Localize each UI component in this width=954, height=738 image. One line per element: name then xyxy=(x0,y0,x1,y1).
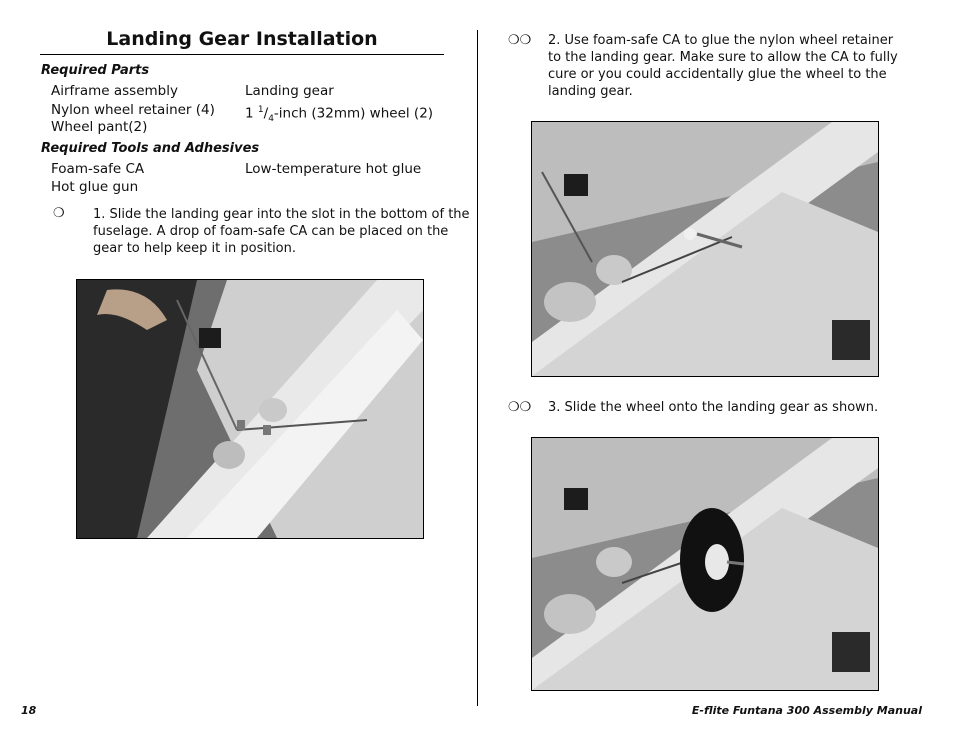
manual-title: E-flite Funtana 300 Assembly Manual xyxy=(691,704,922,717)
step2-checkbox: ❍❍ xyxy=(508,33,532,48)
photo-wheel-installed-illustration xyxy=(532,438,878,690)
wheel-size-numerator: 1 xyxy=(257,105,264,115)
tool-hot-glue: Low-temperature hot glue xyxy=(245,161,422,177)
part-landing-gear: Landing gear xyxy=(245,83,334,99)
required-parts-heading: Required Parts xyxy=(41,63,150,78)
wheel-size-whole: 1 xyxy=(245,105,258,122)
tool-foam-safe-ca: Foam-safe CA xyxy=(51,161,145,177)
photo-wheel-installed xyxy=(531,437,879,691)
step2-line4: landing gear. xyxy=(548,84,633,99)
wheel-size-rest: -inch (32mm) wheel (2) xyxy=(273,105,434,122)
part-airframe: Airframe assembly xyxy=(51,83,178,99)
step2-line2: to the landing gear. Make sure to allow the CA to fully xyxy=(548,50,898,65)
photo-wheel-retainer xyxy=(531,121,879,377)
step2-line3: cure or you could accidentally glue the wheel to the xyxy=(548,67,887,82)
step1-checkbox: ❍ xyxy=(53,206,65,221)
wheel-size-denominator: 4 xyxy=(268,114,274,125)
part-wheel-retainer: Nylon wheel retainer (4) xyxy=(51,102,215,118)
column-divider xyxy=(477,30,478,706)
page-title: Landing Gear Installation xyxy=(106,28,378,50)
tool-hot-glue-gun: Hot glue gun xyxy=(51,179,139,195)
step3-line1: 3. Slide the wheel onto the landing gear as shown. xyxy=(548,400,879,415)
step1-line1: 1. Slide the landing gear into the slot in the bottom of the xyxy=(93,207,470,222)
photo-landing-gear-slot-illustration xyxy=(77,280,423,538)
part-wheel-pant: Wheel pant(2) xyxy=(51,119,148,135)
step3-checkbox: ❍❍ xyxy=(508,400,532,415)
required-tools-heading: Required Tools and Adhesives xyxy=(41,141,260,156)
title-rule xyxy=(40,54,444,55)
step2-line1: 2. Use foam-safe CA to glue the nylon wheel retainer xyxy=(548,33,894,48)
step1-line3: gear to help keep it in position. xyxy=(93,241,297,256)
photo-wheel-retainer-illustration xyxy=(532,122,878,376)
page-number: 18 xyxy=(21,704,37,717)
step1-line2: fuselage. A drop of foam-safe CA can be placed on the xyxy=(93,224,449,239)
photo-landing-gear-slot xyxy=(76,279,424,539)
part-wheel: 1 $^1/_4$-inch (32mm) wheel (2) xyxy=(245,105,434,125)
